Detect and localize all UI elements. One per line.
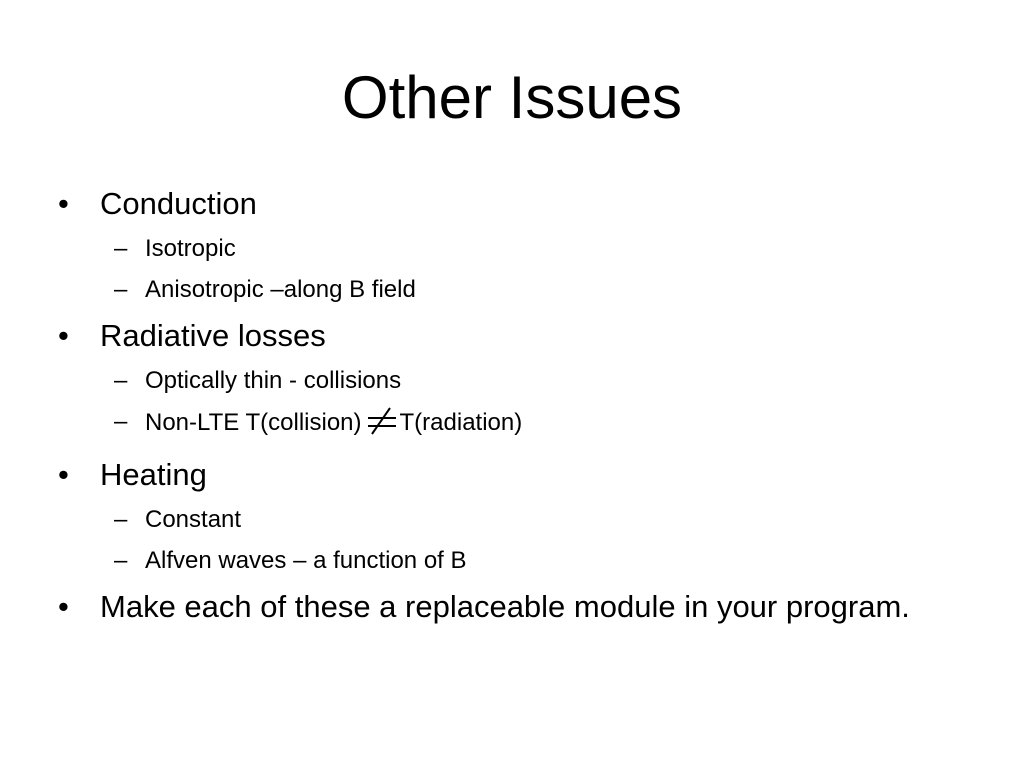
sub-marker: –	[114, 367, 128, 394]
bullet-text: Conduction	[100, 186, 257, 221]
subitem-text: Constant	[145, 506, 242, 533]
subitem-text-before: Non-LTE T(collision)	[145, 409, 362, 436]
sub-marker: –	[114, 276, 128, 303]
sub-marker: –	[114, 235, 128, 262]
bullet-replaceable-module	[58, 586, 938, 627]
sub-marker: –	[114, 547, 128, 574]
subitem-text: Alfven waves – a function of B	[145, 547, 467, 574]
subitem-text: Isotropic	[145, 235, 236, 262]
sub-marker: –	[114, 506, 128, 533]
slide-title: Other Issues	[341, 64, 683, 131]
subitem-isotropic	[58, 233, 938, 265]
bullet-radiative-losses	[58, 315, 938, 356]
not-equal-icon	[365, 406, 399, 445]
bullet-marker: •	[58, 589, 69, 624]
subitem-alfven-waves	[58, 545, 938, 577]
bullet-text: Radiative losses	[100, 318, 326, 353]
bullet-list	[58, 183, 938, 627]
bullet-marker: •	[58, 457, 69, 492]
bullet-heating	[58, 454, 938, 495]
sub-marker: –	[114, 408, 128, 435]
subitem-text: Optically thin - collisions	[145, 367, 402, 394]
subitem-text: Anisotropic –along B field	[145, 276, 416, 303]
bullet-text: Heating	[100, 457, 207, 492]
bullet-text: Make each of these a replaceable module in your program.	[100, 589, 910, 624]
subitem-anisotropic	[58, 274, 938, 306]
bullet-marker: •	[58, 186, 69, 221]
subitem-text-after: T(radiation)	[399, 409, 523, 436]
bullet-conduction	[58, 183, 938, 224]
subitem-optically-thin	[58, 365, 938, 397]
subitem-constant	[58, 504, 938, 536]
bullet-marker: •	[58, 318, 69, 353]
subitem-non-lte	[58, 406, 938, 445]
